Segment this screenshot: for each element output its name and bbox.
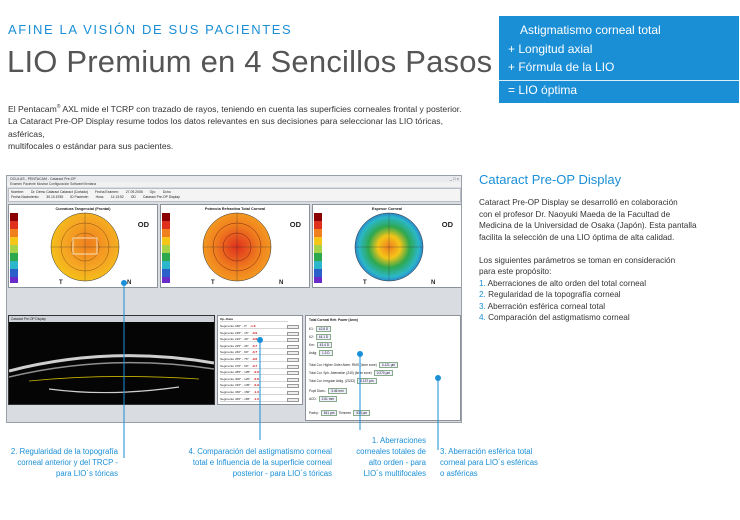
nasal-marker: N — [431, 280, 436, 286]
segment-row[interactable] — [220, 390, 288, 395]
segment-label: Segmento 345° - 165° — [220, 396, 251, 401]
annotation-line: corneales totales de — [356, 447, 426, 456]
list-number: 4. — [479, 313, 486, 322]
k2-value: 44.1 D — [316, 334, 331, 340]
eye-label: Ojo: — [149, 190, 156, 194]
pachymetry-map — [333, 210, 445, 284]
segment-row[interactable] — [220, 344, 288, 349]
segment-value: -0.8 — [253, 370, 259, 375]
pupil-value: 3.46 mm — [328, 388, 346, 394]
segment-label: Segmento 180° - 0° — [220, 324, 248, 328]
list-item — [479, 289, 734, 301]
segments-header: Op.-Data — [220, 317, 288, 322]
segment-row[interactable] — [220, 397, 288, 402]
segment-row[interactable] — [220, 357, 288, 362]
kerato-title: Total Corneal Refr. Power (4mm) — [309, 318, 359, 322]
list-number: 3. — [479, 301, 486, 311]
segment-label: Segmento 300° - 120° — [220, 376, 251, 381]
segment-row[interactable] — [220, 324, 288, 329]
annotation-line: alto orden - para — [368, 458, 426, 467]
k2-label: K2: — [309, 335, 314, 339]
segment-thumbnail — [287, 358, 299, 362]
segment-thumbnail — [287, 398, 299, 402]
segment-label: Segmento 225° - 45° — [220, 343, 249, 348]
text-line: con el profesor Dr. Naoyuki Maeda de la Facultad de — [479, 209, 671, 219]
irreg-label: Total Cor. Irregular Astig. (Z3/Z2) — [309, 379, 356, 383]
formula-line-3: + Fórmula de la LIO — [508, 60, 615, 74]
segment-row[interactable] — [220, 337, 288, 342]
time-label: Hora: — [95, 194, 104, 199]
annotation-line: 1. Aberraciones — [371, 436, 426, 445]
list-text: Regularidad de la topografía corneal — [485, 290, 621, 299]
text-line: Cataract Pre-OP Display se desarrolló en colaboración — [479, 198, 678, 207]
text-line: facilita la selección de una LIO óptima de alta calidad. — [479, 232, 675, 242]
refractive-map — [181, 210, 293, 284]
dob-value: 30.10.1935 — [46, 194, 64, 199]
acd-label: ACD: — [309, 397, 317, 401]
segment-row[interactable] — [220, 350, 288, 355]
temporal-marker: T — [363, 280, 367, 286]
annotation-line: o asféricas — [440, 469, 478, 478]
segment-label: Segmento 330° - 150° — [220, 390, 251, 394]
segment-thumbnail — [287, 338, 299, 342]
km-value: 43.4 D — [317, 342, 332, 348]
segment-value: -1.0 — [253, 390, 259, 394]
time-value: 11:13:52 — [110, 194, 124, 199]
acd-value: 2.61 mm — [319, 396, 337, 402]
nasal-marker: N — [279, 280, 284, 286]
intro-line3: multifocales o estándar para sus pacientes. — [8, 141, 174, 152]
window-titlebar: OCULUS - PENTACAM - Cataract Pre-OP — [7, 176, 461, 182]
list-number: 1. — [479, 278, 486, 288]
pupil-label: Pupil Diam.: — [309, 389, 327, 393]
k1-label: K1: — [309, 327, 314, 331]
patient-info — [8, 188, 461, 202]
segment-label: Segmento 195° - 15° — [220, 330, 249, 335]
color-scale — [314, 213, 322, 283]
temporal-marker: T — [59, 280, 63, 286]
dob-label: Fecha Nacimiento: — [11, 194, 40, 199]
data-panel — [305, 315, 461, 421]
segment-thumbnail — [287, 384, 299, 388]
scheimpflug-image[interactable] — [8, 315, 215, 405]
astig-value: 1.3 D — [319, 350, 333, 356]
segment-value: -1.0 — [253, 396, 259, 401]
astig-label: Astig: — [309, 351, 317, 355]
annotation-line: 4. Comparación del astigmatismo corneal — [188, 447, 332, 456]
intro-text — [8, 101, 478, 153]
sa-value: 0.270 µm — [374, 370, 393, 376]
window-buttons[interactable]: _ □ × — [449, 176, 459, 181]
list-item — [479, 301, 734, 313]
intro-line2: La Cataract Pre-OP Display resume todos los datos relevantes en sus decisiones para seleccionar las LIO tóricas, asféricas, — [8, 116, 443, 139]
slit-header: Cataract Pre-OP Display — [9, 316, 214, 322]
segment-row[interactable] — [220, 364, 288, 369]
exam-date: 27.09.2006 — [125, 190, 143, 194]
segment-value: -0.8 — [253, 376, 259, 381]
paragraph-1 — [479, 197, 734, 243]
km-label: Km: — [309, 343, 315, 347]
list-item — [479, 312, 734, 324]
annotation-line: corneal anterior y del TRCP - — [17, 458, 118, 467]
segment-thumbnail — [287, 332, 299, 336]
name-value: Dr. Demo Cataract Cataract (Cortado) — [30, 190, 89, 194]
annotation-line: posterior - para LIO´s tóricas — [232, 469, 332, 478]
parameter-list — [479, 278, 734, 324]
map-title: Potencia Refractiva Total Corneal — [204, 207, 266, 211]
list-text: Comparación del astigmatismo corneal — [485, 313, 630, 322]
eye-badge: OD — [441, 220, 453, 229]
annotation-1 — [338, 435, 426, 479]
annotation-line: 3. Aberración esférica total — [440, 447, 533, 456]
thinnest-value: 535 µm — [353, 410, 370, 416]
annotation-4 — [150, 446, 332, 479]
map-title: Curvatura Tangencial (Frontal) — [55, 207, 111, 211]
topography-map — [29, 210, 141, 284]
formula-box — [499, 16, 739, 103]
segment-label: Segmento 255° - 75° — [220, 357, 249, 361]
segment-thumbnail — [287, 345, 299, 349]
map-panel-tangential[interactable] — [8, 204, 158, 288]
id-label: ID Paciente: — [70, 194, 89, 199]
segment-value: -0.7 — [251, 343, 258, 348]
annotation-3 — [440, 446, 580, 479]
segment-row[interactable] — [220, 331, 288, 336]
eye-code: OD — [130, 194, 136, 199]
segment-value: -0.6 — [251, 357, 258, 361]
status-text: Cataract Pre-OP Display — [142, 194, 180, 199]
temporal-marker: T — [211, 280, 215, 286]
annotation-line: LIO´s multifocales — [363, 469, 426, 478]
pachy-value: 541 µm — [321, 410, 338, 416]
paragraph-2 — [479, 255, 734, 278]
segment-list[interactable] — [217, 315, 303, 405]
annotation-line: corneal para LIO´s esféricas — [440, 458, 538, 467]
formula-result: = LIO óptima — [508, 83, 578, 97]
kicker-text: AFINE LA VISIÓN DE SUS PACIENTES — [8, 22, 293, 37]
segment-thumbnail — [287, 325, 299, 329]
annotation-2 — [6, 446, 118, 479]
nasal-marker: N — [127, 280, 132, 286]
list-item — [479, 278, 734, 290]
annotation-line: para LIO´s tóricas — [56, 469, 118, 478]
segment-thumbnail — [287, 391, 299, 395]
map-panel-pachymetry[interactable] — [312, 204, 462, 288]
map-title: Espesor Corneal — [371, 207, 403, 211]
list-text: Aberración esférica corneal total — [485, 301, 606, 311]
section-title: Cataract Pre-OP Display — [479, 172, 622, 187]
formula-line-2: + Longitud axial — [508, 42, 593, 56]
segment-row[interactable] — [220, 377, 288, 382]
thinnest-label: Thinnest: — [338, 411, 352, 415]
slit-image — [9, 323, 214, 405]
irreg-value: 0.137 µm — [357, 378, 376, 384]
segment-value: -1.0 — [250, 324, 256, 328]
exam-label: Fecha Examen: — [95, 190, 119, 194]
pachy-label: Pachy: — [309, 411, 319, 415]
list-text: Aberraciones de alto orden del total corneal — [485, 278, 647, 288]
segment-thumbnail — [287, 378, 299, 382]
segment-thumbnail — [287, 371, 299, 375]
segment-value: -0.8 — [251, 337, 258, 342]
text-line: Medicina de la Universidad de Osaka (Japón). Esta pantalla — [479, 221, 697, 230]
hoa-value: 0.121 µm — [379, 362, 398, 368]
segment-value: -0.9 — [253, 383, 259, 388]
segment-row[interactable] — [220, 383, 288, 388]
eye-badge: OD — [137, 220, 149, 229]
formula-line-1: Astigmatismo corneal total — [520, 23, 661, 37]
segment-thumbnail — [287, 365, 299, 369]
intro-line1-pre: El Pentacam — [8, 103, 57, 114]
segment-value: -0.7 — [251, 350, 258, 355]
segment-value: -0.9 — [251, 330, 258, 335]
formula-divider — [499, 80, 739, 81]
text-line: para este propósito: — [479, 267, 552, 276]
text-line: Los siguientes parámetros se toman en consideración — [479, 255, 676, 265]
intro-line1-post: AXL mide el TCRP con trazado de rayos, teniendo en cuenta las superficies corneales frontal y posterior. — [60, 103, 462, 114]
name-label: Nombre: — [11, 190, 25, 194]
map-panel-refractive[interactable] — [160, 204, 310, 288]
eye-badge: OD — [289, 220, 301, 229]
sa-label: Total Cor. Sph. Aberration (Z40) (6mm zone) — [309, 371, 372, 375]
segment-value: -0.7 — [251, 363, 258, 368]
software-screenshot — [6, 175, 462, 423]
hoa-label: Total Cor. Higher Order Aberr. RMS (4mm zone) — [309, 363, 377, 367]
section-body — [479, 197, 734, 324]
registered-mark: ® — [56, 104, 61, 110]
page-title: LIO Premium en 4 Sencillos Pasos — [7, 44, 493, 79]
segment-thumbnail — [287, 351, 299, 355]
color-scale — [10, 213, 18, 283]
color-scale — [162, 213, 170, 283]
list-number: 2. — [479, 290, 486, 299]
segment-label: Segmento 270° - 90° — [220, 363, 249, 368]
segment-row[interactable] — [220, 370, 288, 375]
eye-value: Dcho — [162, 190, 171, 194]
menu-bar[interactable]: Examen Paciente Mostrar Configuración Software/Ventana — [7, 182, 461, 187]
segment-label: Segmento 240° - 60° — [220, 350, 249, 355]
k1-value: 42.8 D — [316, 326, 331, 332]
segment-label: Segmento 285° - 105° — [220, 370, 251, 375]
annotation-line: total e Influencia de la superficie corneal — [192, 458, 332, 467]
annotation-line: 2. Regularidad de la topografía — [10, 447, 118, 456]
segment-label: Segmento 315° - 135° — [220, 383, 251, 388]
segment-label: Segmento 210° - 30° — [220, 337, 249, 342]
